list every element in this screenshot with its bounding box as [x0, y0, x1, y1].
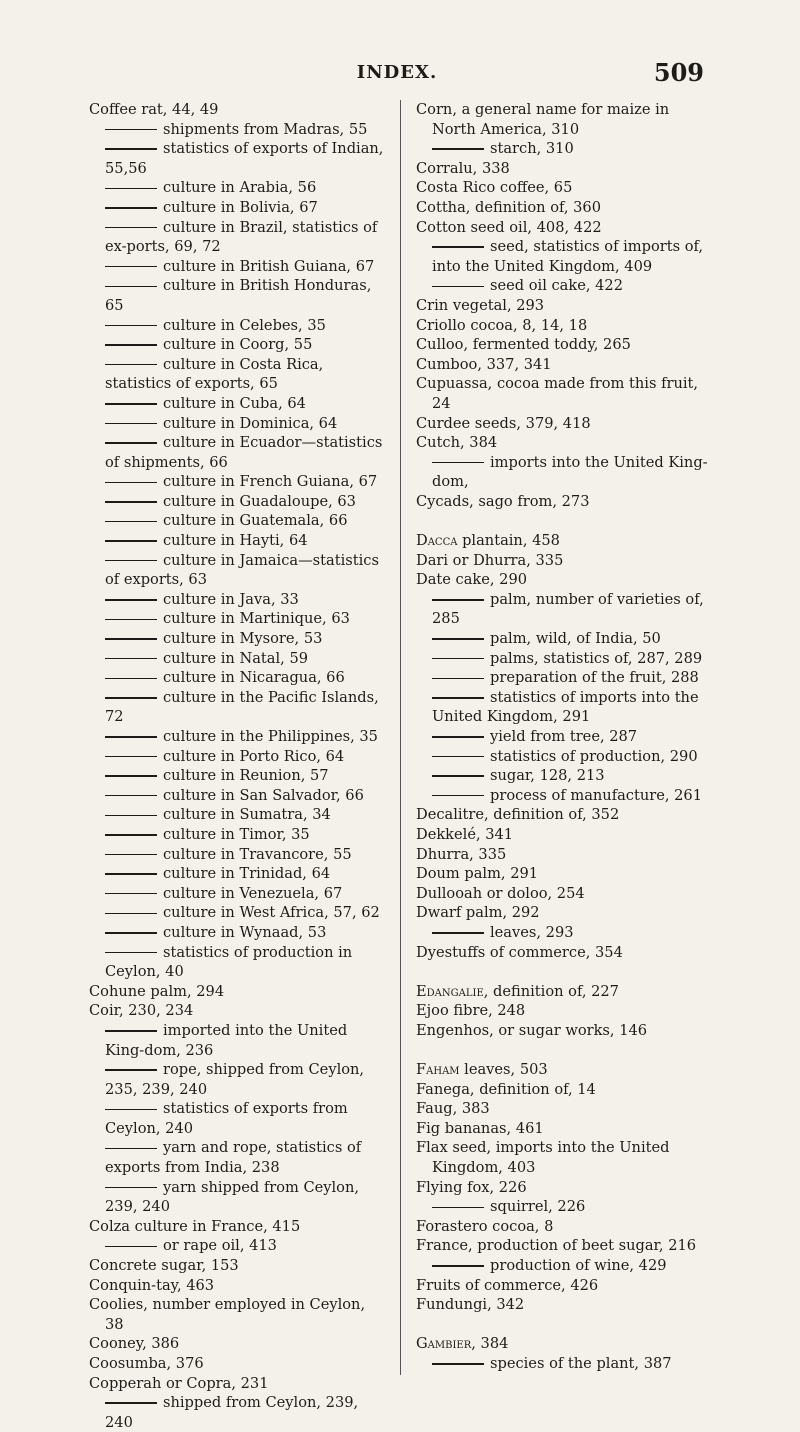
- index-entry: [416, 355, 716, 375]
- index-entry: [416, 845, 716, 865]
- index-subentry: [89, 903, 385, 923]
- entry-text: Concrete sugar, 153: [89, 1257, 239, 1275]
- ditto-dash: [105, 932, 157, 933]
- section-gap: [416, 511, 716, 531]
- ditto-dash: [105, 736, 157, 737]
- entry-text: Conquin-tay, 463: [89, 1276, 215, 1294]
- entry-text: seed, statistics of imports of, into the United Kingdom, 409: [432, 238, 704, 275]
- index-subentry: [89, 629, 385, 649]
- entry-text: culture in Reunion, 57: [163, 767, 329, 785]
- entry-text: process of manufacture, 261: [490, 786, 702, 804]
- index-subentry: [89, 590, 385, 610]
- index-subentry: [416, 688, 716, 727]
- index-subentry: [416, 237, 716, 276]
- entry-text: France, production of beet sugar, 216: [416, 1237, 697, 1255]
- ditto-dash: [105, 540, 157, 541]
- entry-text: Dyestuffs of commerce, 354: [416, 943, 623, 961]
- ditto-dash: [432, 932, 484, 933]
- index-subentry: [89, 1393, 385, 1432]
- ditto-dash: [105, 795, 157, 796]
- entry-text: leaves, 293: [490, 923, 574, 941]
- index-subentry: [89, 864, 385, 884]
- entry-text: culture in Natal, 59: [163, 649, 309, 667]
- entry-text: palms, statistics of, 287, 289: [490, 649, 703, 667]
- index-subentry: [89, 747, 385, 767]
- index-entry: [89, 1334, 385, 1354]
- index-subentry: [89, 884, 385, 904]
- index-entry: [416, 1099, 716, 1119]
- page-number: 509: [653, 58, 704, 87]
- entry-text: culture in Travancore, 55: [163, 845, 352, 863]
- ditto-dash: [105, 913, 157, 914]
- ditto-dash: [105, 697, 157, 698]
- ditto-dash: [105, 638, 157, 639]
- ditto-dash: [105, 599, 157, 600]
- ditto-dash: [105, 501, 157, 502]
- ditto-dash: [432, 1265, 484, 1266]
- entry-text: Flying fox, 226: [416, 1178, 527, 1196]
- entry-lead-word: Dacca: [416, 532, 458, 550]
- index-entry: [416, 1178, 716, 1198]
- ditto-dash: [105, 873, 157, 874]
- entry-text: Colza culture in France, 415: [89, 1217, 301, 1235]
- ditto-dash: [105, 1148, 157, 1149]
- entry-text: culture in Arabia, 56: [163, 179, 317, 197]
- ditto-dash: [432, 775, 484, 776]
- ditto-dash: [432, 1207, 484, 1208]
- entry-text: Curdee seeds, 379, 418: [416, 414, 591, 432]
- index-entry: [416, 1060, 716, 1080]
- entry-text: Corralu, 338: [416, 159, 510, 177]
- entry-text: squirrel, 226: [490, 1198, 586, 1216]
- index-entry: [416, 1295, 716, 1315]
- entry-text: Coir, 230, 234: [89, 1002, 194, 1020]
- ditto-dash: [105, 129, 157, 130]
- ditto-dash: [105, 364, 157, 365]
- index-subentry: [89, 472, 385, 492]
- index-subentry: [416, 1354, 716, 1374]
- entry-text: culture in Coorg, 55: [163, 336, 313, 354]
- entry-text: Ejoo fibre, 248: [416, 1002, 526, 1020]
- entry-text: Culloo, fermented toddy, 265: [416, 336, 631, 354]
- entry-text: Fundungi, 342: [416, 1296, 525, 1314]
- index-entry: [416, 551, 716, 571]
- index-entry: [416, 433, 716, 453]
- index-entry: [416, 1217, 716, 1237]
- entry-text: culture in Sumatra, 34: [163, 806, 331, 824]
- entry-text: Flax seed, imports into the United Kingdom, 403: [416, 1139, 670, 1177]
- index-subentry: [416, 276, 716, 296]
- index-subentry: [89, 531, 385, 551]
- index-entry: [416, 982, 716, 1002]
- index-subentry: [416, 139, 716, 159]
- index-entry: [416, 1276, 716, 1296]
- entry-text: imported into the United King-dom, 236: [105, 1021, 348, 1059]
- ditto-dash: [105, 207, 157, 208]
- entry-text: rope, shipped from Ceylon, 235, 239, 240: [105, 1061, 365, 1098]
- entry-text: Forastero cocoa, 8: [416, 1217, 554, 1235]
- index-entry: [416, 316, 716, 336]
- entry-text: culture in Venezuela, 67: [163, 884, 343, 902]
- index-subentry: [416, 668, 716, 688]
- index-entry: [416, 414, 716, 434]
- entry-text: culture in West Africa, 57, 62: [163, 904, 380, 922]
- entry-text: Dekkelé, 341: [416, 825, 514, 843]
- ditto-dash: [105, 854, 157, 855]
- entry-text: culture in Guatemala, 66: [163, 512, 348, 530]
- index-subentry: [89, 551, 385, 590]
- ditto-dash: [105, 1246, 157, 1247]
- index-subentry: [89, 218, 385, 257]
- ditto-dash: [105, 266, 157, 267]
- entry-text: leaves, 503: [459, 1061, 548, 1079]
- ditto-dash: [432, 599, 484, 600]
- ditto-dash: [432, 795, 484, 796]
- index-entry: [416, 296, 716, 316]
- entry-text: Decalitre, definition of, 352: [416, 806, 620, 824]
- entry-text: culture in Cuba, 64: [163, 394, 306, 412]
- ditto-dash: [432, 1363, 484, 1364]
- index-subentry: [89, 1021, 385, 1060]
- entry-text: Cottha, definition of, 360: [416, 198, 601, 216]
- index-entry: [416, 492, 716, 512]
- ditto-dash: [105, 560, 157, 561]
- index-entry: [89, 1295, 385, 1334]
- entry-text: or rape oil, 413: [163, 1237, 277, 1255]
- index-subentry: [89, 1138, 385, 1177]
- entry-text: species of the plant, 387: [490, 1355, 672, 1372]
- index-entry: [416, 1021, 716, 1041]
- entry-text: palm, number of varieties of, 285: [432, 590, 704, 628]
- ditto-dash: [105, 325, 157, 326]
- index-subentry: [89, 668, 385, 688]
- ditto-dash: [432, 462, 484, 463]
- index-entry: [416, 218, 716, 238]
- entry-text: culture in Timor, 35: [163, 825, 310, 843]
- ditto-dash: [432, 148, 484, 149]
- index-entry: [89, 1374, 385, 1394]
- ditto-dash: [105, 227, 157, 228]
- ditto-dash: [432, 736, 484, 737]
- ditto-dash: [432, 697, 484, 698]
- index-subentry: [89, 257, 385, 277]
- entry-text: culture in Celebes, 35: [163, 316, 326, 334]
- entry-text: culture in Jamaica—statistics of exports, 63: [105, 551, 379, 589]
- index-subentry: [416, 747, 716, 767]
- index-subentry: [89, 511, 385, 531]
- index-subentry: [416, 923, 716, 943]
- index-entry: [416, 1334, 716, 1354]
- ditto-dash: [105, 619, 157, 620]
- ditto-dash: [432, 756, 484, 757]
- entry-text: Cycads, sago from, 273: [416, 492, 590, 510]
- index-entry: [89, 1001, 385, 1021]
- index-subentry: [89, 786, 385, 806]
- ditto-dash: [105, 815, 157, 816]
- entry-text: Cooney, 386: [89, 1335, 180, 1353]
- entry-text: imports into the United King-dom,: [432, 453, 708, 491]
- section-gap: [416, 962, 716, 982]
- index-entry: [416, 884, 716, 904]
- entry-text: culture in Ecuador—statistics of shipments, 66: [105, 434, 383, 471]
- entry-text: Doum palm, 291: [416, 865, 539, 883]
- entry-text: statistics of exports from Ceylon, 240: [105, 1100, 348, 1137]
- index-subentry: [89, 394, 385, 414]
- index-entry: [416, 1119, 716, 1139]
- index-entry: [89, 982, 385, 1002]
- entry-text: palm, wild, of India, 50: [490, 630, 661, 648]
- entry-text: Cumboo, 337, 341: [416, 355, 552, 373]
- entry-text: yarn and rope, statistics of exports from India, 238: [105, 1139, 362, 1177]
- entry-text: Engenhos, or sugar works, 146: [416, 1021, 648, 1039]
- ditto-dash: [105, 1402, 157, 1403]
- entry-text: culture in British Guiana, 67: [163, 257, 375, 275]
- ditto-dash: [105, 1030, 157, 1031]
- index-subentry: [89, 316, 385, 336]
- index-entry: [416, 903, 716, 923]
- index-column-left: [89, 100, 385, 1432]
- entry-text: Dwarf palm, 292: [416, 904, 540, 922]
- entry-text: culture in Dominica, 64: [163, 414, 338, 432]
- entry-text: seed oil cake, 422: [490, 277, 623, 295]
- index-subentry: [89, 845, 385, 865]
- entry-text: Cotton seed oil, 408, 422: [416, 218, 602, 236]
- entry-text: culture in Guadaloupe, 63: [163, 492, 356, 510]
- section-gap: [416, 1041, 716, 1061]
- ditto-dash: [432, 246, 484, 247]
- index-subentry: [89, 727, 385, 747]
- ditto-dash: [105, 482, 157, 483]
- entry-text: culture in Nicaragua, 66: [163, 669, 345, 687]
- entry-text: Dari or Dhurra, 335: [416, 551, 564, 569]
- ditto-dash: [105, 403, 157, 404]
- index-subentry: [416, 1197, 716, 1217]
- index-subentry: [89, 335, 385, 355]
- entry-text: Cupuassa, cocoa made from this fruit, 24: [416, 375, 699, 412]
- index-entry: [416, 159, 716, 179]
- index-subentry: [416, 649, 716, 669]
- entry-text: statistics of exports of Indian, 55,56: [105, 140, 384, 177]
- entry-text: Fig bananas, 461: [416, 1119, 544, 1137]
- ditto-dash: [105, 678, 157, 679]
- index-subentry: [89, 649, 385, 669]
- entry-text: Crin vegetal, 293: [416, 296, 545, 314]
- entry-text: , 384: [471, 1335, 509, 1353]
- entry-text: Copperah or Copra, 231: [89, 1374, 269, 1392]
- index-subentry: [89, 943, 385, 982]
- ditto-dash: [432, 658, 484, 659]
- entry-text: , definition of, 227: [483, 982, 619, 1000]
- index-entry: [89, 1217, 385, 1237]
- entry-text: statistics of production in Ceylon, 40: [105, 943, 353, 981]
- ditto-dash: [105, 188, 157, 189]
- index-entry: [416, 198, 716, 218]
- entry-text: shipped from Ceylon, 239, 240: [105, 1394, 359, 1431]
- index-entry: [416, 374, 716, 413]
- entry-text: production of wine, 429: [490, 1257, 667, 1275]
- ditto-dash: [105, 834, 157, 835]
- index-subentry: [416, 453, 716, 492]
- entry-text: Faug, 383: [416, 1100, 490, 1118]
- ditto-dash: [105, 658, 157, 659]
- index-entry: [89, 1354, 385, 1374]
- entry-text: starch, 310: [490, 140, 574, 158]
- entry-text: culture in Java, 33: [163, 590, 299, 608]
- entry-text: yield from tree, 287: [490, 728, 638, 745]
- ditto-dash: [105, 756, 157, 757]
- entry-text: statistics of production, 290: [490, 747, 698, 765]
- ditto-dash: [105, 521, 157, 522]
- index-subentry: [89, 1236, 385, 1256]
- index-entry: [416, 943, 716, 963]
- entry-text: Costa Rico coffee, 65: [416, 179, 573, 197]
- index-entry: [89, 1256, 385, 1276]
- index-subentry: [89, 178, 385, 198]
- ditto-dash: [105, 893, 157, 894]
- entry-lead-word: Gambier: [416, 1335, 472, 1353]
- index-subentry: [89, 766, 385, 786]
- page-header: [90, 58, 704, 92]
- entry-text: Corn, a general name for maize in North America, 310: [416, 101, 670, 138]
- ditto-dash: [105, 775, 157, 776]
- entry-text: culture in Costa Rica, statistics of exports, 65: [105, 355, 324, 393]
- index-entry: [89, 100, 385, 120]
- index-subentry: [89, 414, 385, 434]
- index-subentry: [89, 923, 385, 943]
- entry-text: preparation of the fruit, 288: [490, 669, 699, 687]
- index-entry: [416, 178, 716, 198]
- entry-text: culture in British Honduras, 65: [105, 277, 372, 314]
- entry-text: culture in Trinidad, 64: [163, 865, 331, 883]
- entry-text: Coolies, number employed in Ceylon, 38: [89, 1296, 366, 1333]
- index-subentry: [89, 355, 385, 394]
- index-entry: [416, 1080, 716, 1100]
- index-subentry: [89, 1060, 385, 1099]
- entry-text: Date cake, 290: [416, 571, 528, 589]
- entry-text: culture in Porto Rico, 64: [163, 747, 345, 765]
- index-subentry: [89, 139, 385, 178]
- entry-text: Cohune palm, 294: [89, 982, 225, 1000]
- entry-text: plantain, 458: [457, 532, 560, 550]
- entry-text: culture in Mysore, 53: [163, 630, 323, 648]
- entry-text: culture in San Salvador, 66: [163, 786, 364, 804]
- entry-text: Fanega, definition of, 14: [416, 1080, 596, 1098]
- ditto-dash: [105, 1069, 157, 1070]
- entry-text: culture in Wynaad, 53: [163, 923, 327, 941]
- index-subentry: [89, 805, 385, 825]
- entry-text: culture in Bolivia, 67: [163, 198, 318, 216]
- ditto-dash: [432, 678, 484, 679]
- index-entry: [416, 570, 716, 590]
- index-subentry: [89, 433, 385, 472]
- ditto-dash: [105, 952, 157, 953]
- entry-text: culture in the Pacific Islands, 72: [105, 688, 379, 726]
- index-subentry: [89, 1178, 385, 1217]
- entry-text: Cutch, 384: [416, 434, 498, 452]
- ditto-dash: [432, 638, 484, 639]
- index-subentry: [89, 1099, 385, 1138]
- column-divider: [400, 100, 401, 1375]
- ditto-dash: [105, 423, 157, 424]
- index-subentry: [416, 590, 716, 629]
- entry-text: yarn shipped from Ceylon, 239, 240: [105, 1178, 359, 1216]
- ditto-dash: [105, 148, 157, 149]
- index-subentry: [89, 276, 385, 315]
- index-subentry: [416, 629, 716, 649]
- index-entry: [416, 805, 716, 825]
- entry-text: culture in Hayti, 64: [163, 532, 308, 550]
- index-entry: [416, 825, 716, 845]
- index-subentry: [89, 688, 385, 727]
- entry-text: Coosumba, 376: [89, 1355, 204, 1372]
- index-subentry: [416, 766, 716, 786]
- entry-text: Dullooah or doloo, 254: [416, 884, 585, 902]
- index-entry: [416, 864, 716, 884]
- ditto-dash: [105, 344, 157, 345]
- index-subentry: [416, 727, 716, 747]
- index-entry: [89, 1276, 385, 1296]
- index-subentry: [416, 786, 716, 806]
- entry-lead-word: Edangalie: [416, 982, 484, 1000]
- index-column-right: [416, 100, 716, 1374]
- entry-text: statistics of imports into the United Kingdom, 291: [432, 688, 699, 726]
- index-subentry: [89, 609, 385, 629]
- entry-text: shipments from Madras, 55: [163, 120, 368, 138]
- entry-text: culture in Brazil, statistics of ex-ports, 69, 72: [105, 218, 378, 256]
- running-title: INDEX.: [356, 62, 438, 83]
- ditto-dash: [105, 1109, 157, 1110]
- index-entry: [416, 335, 716, 355]
- entry-text: culture in Martinique, 63: [163, 610, 350, 628]
- index-entry: [416, 1138, 716, 1177]
- index-entry: [416, 100, 716, 139]
- index-subentry: [89, 492, 385, 512]
- index-subentry: [89, 198, 385, 218]
- entry-lead-word: Faham: [416, 1061, 460, 1079]
- entry-text: Dhurra, 335: [416, 845, 507, 863]
- entry-text: Coffee rat, 44, 49: [89, 101, 219, 118]
- index-entry: [416, 1236, 716, 1256]
- index-entry: [416, 531, 716, 551]
- ditto-dash: [432, 286, 484, 287]
- entry-text: Criollo cocoa, 8, 14, 18: [416, 316, 588, 334]
- section-gap: [416, 1315, 716, 1335]
- entry-text: Fruits of commerce, 426: [416, 1276, 599, 1294]
- entry-text: culture in the Philippines, 35: [163, 728, 378, 745]
- index-subentry: [416, 1256, 716, 1276]
- index-entry: [416, 1001, 716, 1021]
- ditto-dash: [105, 442, 157, 443]
- entry-text: sugar, 128, 213: [490, 767, 605, 785]
- ditto-dash: [105, 1187, 157, 1188]
- entry-text: culture in French Guiana, 67: [163, 473, 378, 491]
- index-subentry: [89, 120, 385, 140]
- index-subentry: [89, 825, 385, 845]
- ditto-dash: [105, 286, 157, 287]
